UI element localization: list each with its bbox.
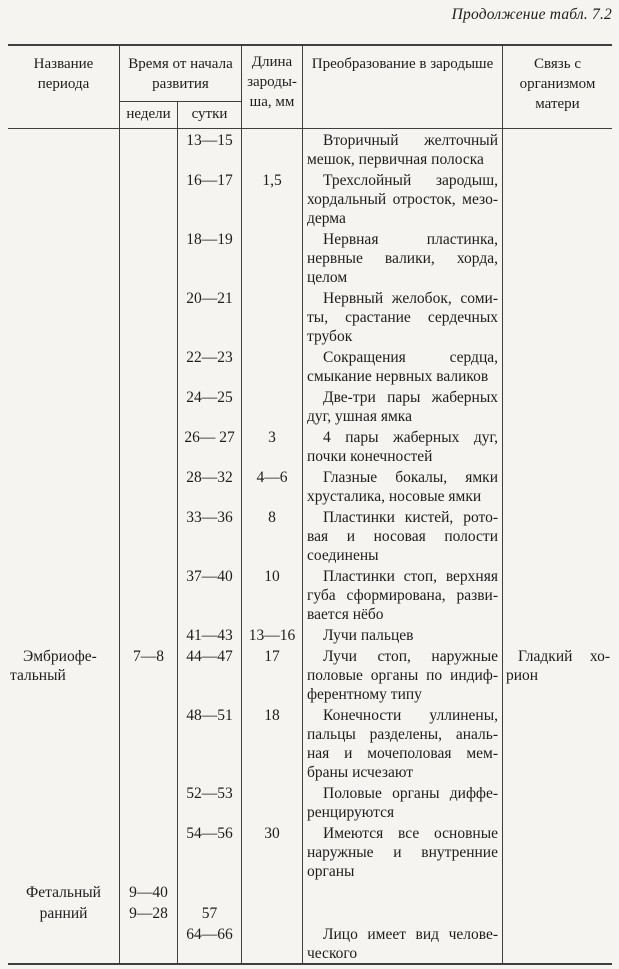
weeks-cell — [120, 782, 178, 822]
days-cell: 16—17 — [178, 169, 242, 228]
days-cell — [178, 881, 242, 902]
link-cell — [503, 466, 612, 506]
period-cell — [8, 506, 120, 565]
days-cell: 48—51 — [178, 704, 242, 782]
period-cell — [8, 624, 120, 645]
header-weeks: недели — [120, 102, 178, 128]
days-cell: 54—56 — [178, 822, 242, 881]
weeks-cell: 9—28 — [120, 902, 178, 923]
header-embryo-length: Длина зароды- ша, мм — [242, 46, 303, 128]
length-cell — [242, 902, 303, 923]
transform-cell: Лучи пальцев — [303, 624, 503, 645]
header-transformation: Преобразование в зародыше — [303, 46, 503, 128]
weeks-cell — [120, 466, 178, 506]
days-cell: 26— 27 — [178, 426, 242, 466]
days-cell: 28—32 — [178, 466, 242, 506]
days-cell: 37—40 — [178, 565, 242, 624]
transform-cell: Вторичный желточный мешок, первичная полоска — [303, 129, 503, 169]
days-cell: 22—23 — [178, 346, 242, 386]
weeks-cell: 9—40 — [120, 881, 178, 902]
length-cell — [242, 386, 303, 426]
weeks-cell — [120, 624, 178, 645]
transform-cell: Половые органы диффе- ренцируются — [303, 782, 503, 822]
period-cell — [8, 346, 120, 386]
length-cell — [242, 782, 303, 822]
transform-cell: Лучи стоп, наружные половые органы по индиф- ферентному типу — [303, 645, 503, 704]
transform-cell: Трехслойный зародыш, хордальный отросток, мезо- дерма — [303, 169, 503, 228]
length-cell: 18 — [242, 704, 303, 782]
period-cell — [8, 923, 120, 963]
transform-cell: Две-три пары жаберных дуг, ушная ямка — [303, 386, 503, 426]
length-cell — [242, 228, 303, 287]
link-cell — [503, 228, 612, 287]
length-cell — [242, 287, 303, 346]
length-cell: 10 — [242, 565, 303, 624]
header-period: Название периода — [8, 46, 120, 128]
transform-cell: Лицо имеет вид челове- ческого — [303, 923, 503, 963]
period-cell — [8, 782, 120, 822]
link-cell — [503, 624, 612, 645]
link-cell: Гладкий хо- рион — [506, 648, 610, 684]
link-cell — [503, 287, 612, 346]
transform-cell: Сокращения сердца, смыкание нервных валиков — [303, 346, 503, 386]
header-time-from-start: Время от начала развития — [120, 46, 242, 102]
link-cell — [503, 506, 612, 565]
weeks-cell — [120, 346, 178, 386]
days-cell: 44—47 — [178, 645, 242, 704]
weeks-cell — [120, 169, 178, 228]
header-days: сутки — [178, 102, 242, 128]
weeks-cell — [120, 565, 178, 624]
transform-cell — [303, 902, 503, 923]
days-cell: 57 — [178, 902, 242, 923]
period-cell — [8, 287, 120, 346]
link-cell — [503, 386, 612, 426]
period-cell — [8, 822, 120, 881]
period-cell — [8, 169, 120, 228]
embryo-development-table — [8, 44, 612, 965]
period-cell: Эмбриофе- тальный — [8, 645, 120, 704]
transform-cell: Конечности уллинены, пальцы разделены, аналь- ная и мочеполовая мем- браны исчезают — [303, 704, 503, 782]
days-cell: 13—15 — [178, 129, 242, 169]
transform-cell: 4 пары жаберных дуг, почки конечностей — [303, 426, 503, 466]
table-body — [8, 129, 612, 965]
length-cell: 8 — [242, 506, 303, 565]
transform-cell: Пластинки стоп, верхняя губа сформирована, разви- вается нёбо — [303, 565, 503, 624]
weeks-cell: 7—8 — [120, 645, 178, 704]
length-cell: 3 — [242, 426, 303, 466]
length-cell — [242, 881, 303, 902]
length-cell — [242, 346, 303, 386]
period-cell — [8, 565, 120, 624]
weeks-cell — [120, 228, 178, 287]
link-cell — [503, 169, 612, 228]
length-cell: 30 — [242, 822, 303, 881]
transform-cell: Пластинки кистей, рото- вая и носовая полости соединены — [303, 506, 503, 565]
days-cell: 24—25 — [178, 386, 242, 426]
link-cell — [503, 565, 612, 624]
weeks-cell — [120, 129, 178, 169]
transform-cell: Нервный желобок, соми- ты, срастание сердечных трубок — [303, 287, 503, 346]
link-cell — [503, 129, 612, 169]
length-cell: 4—6 — [242, 466, 303, 506]
weeks-cell — [120, 506, 178, 565]
length-cell — [242, 923, 303, 963]
period-cell — [8, 129, 120, 169]
link-cell — [503, 782, 612, 822]
weeks-cell — [120, 386, 178, 426]
period-cell — [8, 704, 120, 782]
link-cell — [503, 881, 612, 902]
transform-cell: Нервная пластинка, нервные валики, хорда, целом — [303, 228, 503, 287]
transform-cell — [303, 881, 503, 902]
days-cell: 18—19 — [178, 228, 242, 287]
period-cell — [8, 386, 120, 426]
weeks-cell — [120, 287, 178, 346]
days-cell: 64—66 — [178, 923, 242, 963]
days-cell: 41—43 — [178, 624, 242, 645]
table-header — [8, 44, 612, 129]
transform-cell: Глазные бокалы, ямки хрусталика, носовые ямки — [303, 466, 503, 506]
weeks-cell — [120, 704, 178, 782]
period-cell — [8, 466, 120, 506]
length-cell: 17 — [242, 645, 303, 704]
length-cell — [242, 129, 303, 169]
link-cell — [503, 923, 612, 963]
transform-cell: Имеются все основные наружные и внутренние органы — [303, 822, 503, 881]
link-cell — [503, 704, 612, 782]
table-continuation-caption: Продолжение табл. 7.2 — [451, 6, 612, 23]
link-cell — [503, 346, 612, 386]
link-cell — [503, 902, 612, 923]
length-cell: 1,5 — [242, 169, 303, 228]
weeks-cell — [120, 426, 178, 466]
header-mother-link: Связь с организмом матери — [519, 56, 596, 112]
days-cell: 33—36 — [178, 506, 242, 565]
weeks-cell — [120, 822, 178, 881]
length-cell: 13—16 — [242, 624, 303, 645]
link-cell — [503, 822, 612, 881]
period-cell — [8, 228, 120, 287]
days-cell: 20—21 — [178, 287, 242, 346]
days-cell: 52—53 — [178, 782, 242, 822]
period-cell — [8, 426, 120, 466]
period-cell: ранний — [8, 902, 120, 923]
link-cell — [503, 426, 612, 466]
weeks-cell — [120, 923, 178, 963]
period-cell: Фетальный — [8, 881, 120, 902]
